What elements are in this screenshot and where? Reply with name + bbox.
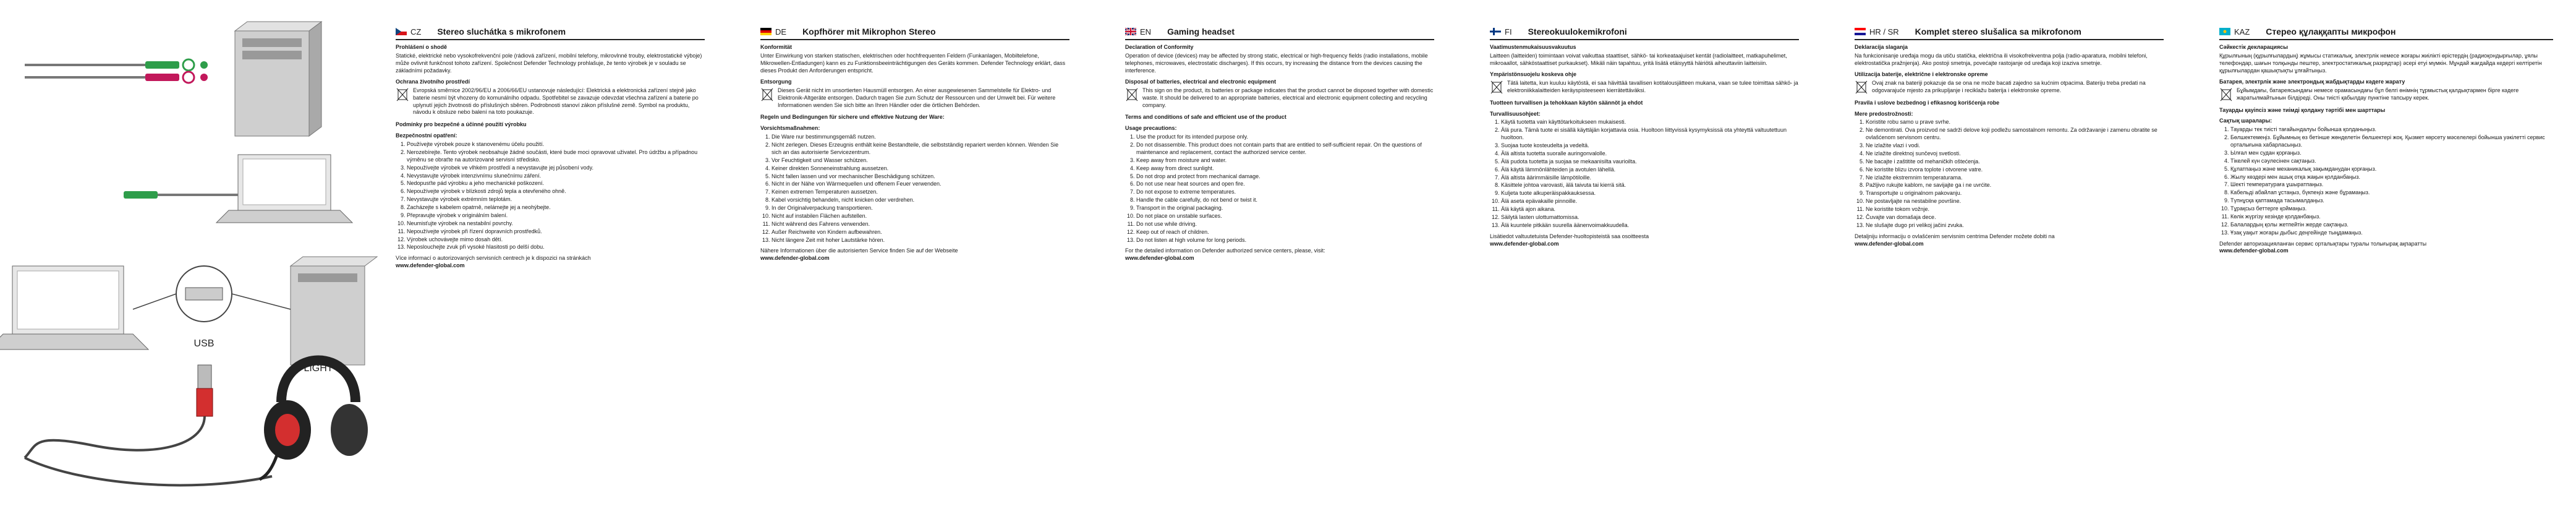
list-item: 2. Älä pura. Tämä tuote ei sisällä käyttäjän korjattavia osia. Huoltoon liittyvissä kysymyksissä ota yhteyttä valtuutettuun huoltoon.: [1501, 127, 1799, 142]
rules-heading: Podmínky pro bezpečné a účinné použití výrobku: [396, 121, 527, 128]
list-item: 12. Keep out of reach of children.: [1136, 229, 1434, 236]
conformity-heading: Сәйкестік декларациясы: [2219, 44, 2288, 51]
audio-jacks: [25, 59, 208, 83]
section-en: [1125, 26, 1434, 262]
environment-heading: Disposal of batteries, electrical and electronic equipment: [1125, 78, 1277, 85]
precautions-list: [1125, 134, 1434, 244]
list-item: 10. Älä aseta epävakaille pinnoille.: [1501, 198, 1799, 205]
environment-text: Evropská směrnice 2002/96/EU a 2006/66/EU ustanovuje následující: Elektrická a elektronická zařízení stejně jako baterie nesmí být vhozeny do komunálního odpadu. Spotřebitel se zavazuje odevzdat všechna zařízení a baterie po uplynutí jejich životnosti do příslušných sběren. Podrobnosti stanoví zákon příslušné země. Symbol na produktu, návodu k obsluze nebo balení na toto poukazuje.: [413, 87, 699, 116]
section-header: [1125, 26, 1434, 40]
footer-text: Více informací o autorizovaných servisních centrech je k dispozici na stránkách: [396, 255, 591, 262]
rules-subheading: Turvallisuusohjeet:: [1490, 110, 1541, 117]
environment-text: Ovaj znak na bateriji pokazuje da se ona ne može bacati zajedno sa kućnim otpacima. Bateriju treba predati na odgovarajuće mjesto za prikupljanje i reciklažu baterija i elektronske opreme.: [1872, 79, 2146, 93]
list-item: 2. Nicht zerlegen. Dieses Erzeugnis enthält keine Bestandteile, die selbstständig repariert werden können. Wenden Sie sich an das autorisierte Servicezentrum.: [772, 142, 1069, 157]
list-item: 5. Nicht fallen lassen und vor mechanischer Beschädigung schützen.: [772, 173, 1069, 181]
list-item: 11. Älä käytä ajon aikana.: [1501, 206, 1799, 213]
rules-heading: Terms and conditions of safe and efficient use of the product: [1125, 114, 1286, 121]
list-item: 12. Výrobek uchovávejte mimo dosah dětí.: [407, 236, 705, 244]
list-item: 3. Nepoužívejte výrobek ve vlhkém prostředí a nevystavujte jej působení vody.: [407, 165, 705, 172]
list-item: 3. Vor Feuchtigkeit und Wasser schützen.: [772, 157, 1069, 165]
usb-cable: [25, 365, 272, 485]
list-item: 1. Тауарды тек тиісті тағайындалуы бойынша қолданыңыз.: [2230, 126, 2553, 134]
list-item: 13. Älä kuuntele pitkään suurella äänenvoimakkuudella.: [1501, 222, 1799, 229]
list-item: 4. Ne izlažite direktnoj sunčevoj svetlosti.: [1866, 150, 2164, 158]
list-item: 4. Nevystavujte výrobek intenzivnímu slunečnímu záření.: [407, 173, 705, 180]
environment-heading: Ochrana životního prostředí: [396, 78, 470, 85]
desktop-tower-bottom: [291, 257, 377, 365]
list-item: 5. Nedopusťte pád výrobku a jeho mechanické poškození.: [407, 180, 705, 187]
list-item: 1. Käytä tuotetta vain käyttötarkoitukseen mukaisesti.: [1501, 119, 1799, 126]
list-item: 7. Шекті температураға ұшыратпаңыз.: [2230, 181, 2553, 189]
conformity-text: Operation of device (devices) may be affected by strong static, electrical or high-frequency fields (radio installations, mobile telephones, microwaves, electrostatic discharges). If this occurs, try increasing the distance from the devices causing the interference.: [1125, 53, 1428, 74]
list-item: 5. Ne bacajte i zaštitite od mehaničkih oštećenja.: [1866, 158, 2164, 166]
list-item: 8. Pažljivo rukujte kablom, ne savijajte ga i ne uvrćite.: [1866, 182, 2164, 189]
website-link[interactable]: www.defender-global.com: [1125, 255, 1194, 262]
list-item: 10. Do not place on unstable surfaces.: [1136, 213, 1434, 220]
conformity-heading: Konformität: [760, 44, 792, 51]
footer-text: Detaljniju informaciju o ovlašćenim servisnim centrima Defender možete dobiti na: [1855, 233, 2055, 239]
section-header: [1855, 26, 2164, 40]
rules-heading: Tuotteen turvallisen ja tehokkaan käytön säännöt ja ehdot: [1490, 99, 1643, 106]
rules-heading: Pravila i uslove bezbednog i efikasnog korišćenja robe: [1855, 99, 2000, 106]
language-code: EN: [1140, 27, 1152, 36]
language-code: HR / SR: [1869, 27, 1899, 36]
footer-text: Defender авторизацияланған сервис орталықтары туралы толығырақ ақпаратты: [2219, 240, 2427, 247]
website-link[interactable]: www.defender-global.com: [1855, 240, 1924, 247]
conformity-text: Құрылғының (құрылғылардың) жұмысы статикалық, электрлік немесе жоғары жиілікті өрістердің (радиоқондырғылар, ұялы телефондар, шағын толқынды пештер, электростатикалық разрядтар) әсері етуі мүмкін. Мұндай жағдайда кедергі келтіретін құрылғылардан қашықтықты ұлғайтыңыз.: [2219, 53, 2542, 74]
usb-callout: [133, 266, 291, 349]
list-item: 6. Жылу көздері мен ашық отқа жақын қолданбаңыз.: [2230, 174, 2553, 181]
environment-text: Dieses Gerät nicht im unsortierten Hausmüll entsorgen. An einer ausgewiesenen Sammelstelle für Elektro- und Elektronik-Altgeräte entsorgen. Dadurch tragen Sie zum Schutz der Ressourcen und der Umwelt bei. Für weitere Informationen wenden Sie sich bitte an Ihren Händler oder die örtlichen Behörden.: [778, 87, 1056, 108]
precautions-list: [1855, 119, 2164, 229]
list-item: 6. Ne koristite blizu izvora toplote i otvorene vatre.: [1866, 166, 2164, 174]
list-item: 8. Кабельді абайлап ұстаңыз, бүкпеңіз және бұрамаңыз.: [2230, 189, 2553, 197]
list-item: 9. Түпнұсқа қаптамада тасымалдаңыз.: [2230, 197, 2553, 205]
footer-text: Lisätiedot valtuutetuista Defender-huoltopisteistä saa osoitteesta: [1490, 233, 1649, 239]
list-item: 12. Außer Reichweite von Kindern aufbewahren.: [772, 229, 1069, 236]
website-link[interactable]: www.defender-global.com: [2219, 247, 2289, 254]
section-header: [760, 26, 1069, 40]
list-item: 13. Ұзақ уақыт жоғары дыбыс деңгейінде тыңдамаңыз.: [2230, 229, 2553, 237]
usb-label: USB: [193, 338, 215, 349]
flag-uk-icon: [1125, 28, 1136, 35]
list-item: 9. Transport in the original packaging.: [1136, 205, 1434, 212]
section-header: [2219, 26, 2553, 40]
language-code: DE: [775, 27, 787, 36]
list-item: 3. Ne izlažite vlazi i vodi.: [1866, 142, 2164, 150]
rules-heading: Regeln und Bedingungen für sichere und effektive Nutzung der Ware:: [760, 114, 945, 121]
website-link[interactable]: www.defender-global.com: [396, 262, 465, 269]
list-item: 2. Nerozebírejte. Tento výrobek neobsahuje žádné součásti, které bude moci opravovat uživatel. Pro údržbu a případnou výměnu se obraťte na autorizované servisní středisko.: [407, 149, 705, 164]
environment-heading: Entsorgung: [760, 78, 792, 85]
list-item: 9. Přepravujte výrobek v originálním balení.: [407, 212, 705, 220]
list-item: 12. Säilytä lasten ulottumattomissa.: [1501, 214, 1799, 221]
section-title: Gaming headset: [1167, 27, 1235, 36]
language-code: CZ: [410, 27, 422, 36]
list-item: 5. Do not drop and protect from mechanical damage.: [1136, 173, 1434, 181]
list-item: 9. In der Originalverpackung transportieren.: [772, 205, 1069, 212]
list-item: 6. Nepoužívejte výrobek v blízkosti zdrojů tepla a otevřeného ohně.: [407, 188, 705, 195]
website-link[interactable]: www.defender-global.com: [760, 255, 830, 262]
flag-cz-icon: [396, 28, 407, 35]
flag-hr-icon: [1855, 28, 1866, 35]
section-title: Kopfhörer mit Mikrophon Stereo: [802, 27, 936, 36]
language-code: FI: [1505, 27, 1512, 36]
list-item: 13. Nicht längere Zeit mit hoher Lautstärke hören.: [772, 237, 1069, 244]
list-item: 4. Keep away from direct sunlight.: [1136, 165, 1434, 173]
list-item: 1. Use the product for its intended purpose only.: [1136, 134, 1434, 141]
section-title: Stereokuulokemikrofoni: [1528, 27, 1627, 36]
list-item: 7. Älä altista äärimmäisille lämpötiloille.: [1501, 174, 1799, 182]
rules-subheading: Vorsichtsmaßnahmen:: [760, 125, 820, 132]
wee-bin-icon: [1855, 79, 1868, 95]
list-item: 7. Do not expose to extreme temperatures.: [1136, 189, 1434, 196]
precautions-list: [760, 134, 1069, 244]
list-item: 3. Ылғал мен судан қорғаңыз.: [2230, 150, 2553, 157]
list-item: 13. Neposlouchejte zvuk při vysoké hlasitosti po delší dobu.: [407, 244, 705, 251]
section-cz: [396, 26, 705, 270]
rules-heading: Тауарды қауіпсіз және тиімді қолдану тәртібі мен шарттары: [2219, 106, 2386, 113]
list-item: 11. Көлік жүргізу кезінде қолданбаңыз.: [2230, 213, 2553, 221]
environment-heading: Ympäristönsuojelu koskeva ohje: [1490, 71, 1577, 78]
footer-text: Nähere Informationen über die autorisierten Service finden Sie auf der Webseite: [760, 247, 958, 254]
environment-heading: Батарея, электрлік және электрондық жабдықтарды кәдеге жарату: [2219, 78, 2405, 85]
precautions-list: [1490, 119, 1799, 229]
light-label: LIGHT: [304, 363, 333, 374]
rules-subheading: Mere predostrožnosti:: [1855, 110, 1913, 117]
list-item: 11. Nicht während des Fahrens verwenden.: [772, 221, 1069, 228]
environment-text: This sign on the product, its batteries or package indicates that the product cannot be disposed together with domestic waste. It should be delivered to an appropriate batteries, electrical and electronic equipment collecting and recycling company.: [1142, 87, 1434, 108]
wee-bin-icon: [396, 86, 409, 102]
list-item: 11. Do not use while driving.: [1136, 221, 1434, 228]
list-item: 4. Keiner direkten Sonneneinstrahlung aussetzen.: [772, 165, 1069, 173]
wee-bin-icon: [2219, 86, 2233, 102]
section-fi: [1490, 26, 1799, 247]
conformity-heading: Deklaracija slaganja: [1855, 44, 1908, 51]
section-header: [1490, 26, 1799, 40]
list-item: 3. Suojaa tuote kosteudelta ja vedeltä.: [1501, 142, 1799, 150]
list-item: 2. Do not disassemble. This product does not contain parts that are entitled to self-sufficient repair. On the questions of maintenance and replacement, contact the authorized service center.: [1136, 142, 1434, 157]
list-item: 12. Čuvajte van domašaja dece.: [1866, 214, 2164, 221]
conformity-text: Statické, elektrické nebo vysokofrekvenční pole (rádiová zařízení, mobilní telefony, mikrovlnné trouby, elektrostatické výboje) může ovlivnit funkčnost tohoto zařízení. Společnost Defender Technology prohlašuje, že tento výrobek je v souladu se základními požadavky.: [396, 53, 702, 74]
wee-bin-icon: [1125, 86, 1139, 102]
list-item: 7. Ne izlažite ekstremnim temperaturama.: [1866, 174, 2164, 182]
section-title: Stereo sluchátka s mikrofonem: [437, 27, 566, 36]
list-item: 8. Käsittele johtoa varovasti, älä taivuta tai kierrä sitä.: [1501, 182, 1799, 189]
rules-subheading: Сақтық шаралары:: [2219, 118, 2272, 124]
list-item: 7. Nevystavujte výrobek extrémním teplotám.: [407, 196, 705, 204]
list-item: 7. Keinen extremen Temperaturen aussetzen.: [772, 189, 1069, 196]
list-item: 10. Nicht auf instabilen Flächen aufstellen.: [772, 213, 1069, 220]
flag-fi-icon: [1490, 28, 1501, 35]
connection-illustration: [0, 0, 383, 519]
list-item: 13. Ne slušajte dugo pri velikoj jačini zvuka.: [1866, 222, 2164, 229]
list-item: 9. Kuljeta tuote alkuperäispakkauksessa.: [1501, 190, 1799, 197]
environment-text: Tätä laitetta, kun kuuluu käytöstä, ei saa hävittää tavallisen kotitalousjätteen mukana, vaan se tulee toimittaa sähkö- ja elektroniikkalaitteiden keräyspisteeseen kierrätettäväksi.: [1507, 79, 1798, 93]
conformity-text: Laitteen (laitteiden) toimintaan voivat vaikuttaa staattiset, sähkö- tai korkeataajuiset kentät (radiolaitteet, matkapuhelimet, mikroaallot, sähköstaattiset purkaukset). Mikäli näin tapahtuu, yritä lisätä etäisyyttä häiriötä aiheuttaviin laitteisiin.: [1490, 53, 1787, 67]
list-item: 6. Nicht in der Nähe von Wärmequellen und offenem Feuer verwenden.: [772, 181, 1069, 188]
list-item: 11. Nepoužívejte výrobek při řízení dopravních prostředků.: [407, 228, 705, 236]
list-item: 10. Тұрақсыз беттерге қоймаңыз.: [2230, 205, 2553, 213]
section-de: [760, 26, 1069, 262]
list-item: 3. Keep away from moisture and water.: [1136, 157, 1434, 165]
website-link[interactable]: www.defender-global.com: [1490, 240, 1559, 247]
section-header: [396, 26, 705, 40]
section-hr-sr: [1855, 26, 2164, 247]
environment-heading: Utilizacija baterije, električne i elektronske opreme: [1855, 71, 1988, 78]
footer-text: For the detailed information on Defender authorized service centers, please, visit:: [1125, 247, 1325, 254]
list-item: 5. Älä pudota tuotetta ja suojaa se mekaanisilta vaurioilta.: [1501, 158, 1799, 166]
section-title: Komplet stereo slušalica sa mikrofonom: [1915, 27, 2081, 36]
environment-text: Бұйымдағы, батареясындағы немесе орамасындағы бұл белгі өнімнің тұрмыстық қалдықтармен бірге кәдеге жаратылмайтынын білдіреді. Оны тиісті қабылдау пунктіне тапсыру керек.: [2237, 87, 2519, 101]
list-item: 12. Балалардың қолы жетпейтін жерде сақтаңыз.: [2230, 221, 2553, 229]
list-item: 8. Zacházejte s kabelem opatrně, nelámejte jej a neohýbejte.: [407, 204, 705, 212]
conformity-heading: Declaration of Conformity: [1125, 44, 1194, 51]
list-item: 5. Құлатпаңыз және механикалық зақымданудан қорғаңыз.: [2230, 166, 2553, 173]
list-item: 2. Бөлшектемеңіз. Бұйымның өз бетінше жөнделетін бөлшектері жоқ. Қызмет көрсету мәселелері бойынша уәкілетті сервис орталығына хабарласыңыз.: [2230, 134, 2553, 149]
list-item: 10. Ne postavljajte na nestabilne površine.: [1866, 198, 2164, 205]
list-item: 6. Do not use near heat sources and open fire.: [1136, 181, 1434, 188]
wee-bin-icon: [760, 86, 774, 102]
list-item: 4. Тікелей күн сәулесінен сақтаңыз.: [2230, 158, 2553, 165]
rules-subheading: Bezpečnostní opatření:: [396, 132, 457, 139]
list-item: 9. Transportujte u originalnom pakovanju.: [1866, 190, 2164, 197]
conformity-heading: Prohlášení o shodě: [396, 44, 448, 51]
list-item: 4. Älä altista tuotetta suoralle auringonvalolle.: [1501, 150, 1799, 158]
list-item: 13. Do not listen at high volume for long periods.: [1136, 237, 1434, 244]
list-item: 10. Neumisťujte výrobek na nestabilní povrchy.: [407, 220, 705, 228]
conformity-text: Na funkcionisanje uređaja mogu da utiču statička, električna ili visokofrekventna polja (radio-aparatura, mobilni telefoni, elektrostatička pražnjenja). Ako postoji smetnja, povećajte rastojanje od uređaja koji izaziva smetnje.: [1855, 53, 2148, 67]
laptop-middle: [124, 155, 352, 223]
precautions-list: [2219, 126, 2553, 236]
rules-subheading: Usage precautions:: [1125, 125, 1177, 132]
flag-de-icon: [760, 28, 772, 35]
section-title: Стерео құлаққапты микрофон: [2266, 27, 2396, 36]
flag-kz-icon: [2219, 28, 2230, 35]
wee-bin-icon: [1490, 79, 1503, 95]
list-item: 11. Ne koristite tokom vožnje.: [1866, 206, 2164, 213]
laptop-bottom: [0, 266, 148, 350]
conformity-heading: Vaatimustenmukaisuusvakuutus: [1490, 44, 1576, 51]
list-item: 1. Používejte výrobek pouze k stanovenému účelu použití.: [407, 141, 705, 148]
gaming-headset: [260, 361, 368, 480]
list-item: 8. Kabel vorsichtig behandeln, nicht knicken oder verdrehen.: [772, 197, 1069, 204]
list-item: 1. Die Ware nur bestimmungsgemäß nutzen.: [772, 134, 1069, 141]
list-item: 2. Ne demontirati. Ova proizvod ne sadrži delove koji podležu samostalnom remontu. Za održavanje i zamenu obratite se ovlašćenom servisnom centru.: [1866, 127, 2164, 142]
precautions-list: [396, 141, 705, 251]
section-kaz: [2219, 26, 2553, 255]
conformity-text: Unter Einwirkung von starken statischen, elektrischen oder hochfrequenten Feldern (Funkanlagen, Mobiltelefone, Mikrowellen-Entladungen) kann es zu Funktionsbeeinträchtigungen des Geräts kommen. Defender Technology erklärt, dass dieses Produkt den Anforderungen entspricht.: [760, 53, 1066, 74]
list-item: 8. Handle the cable carefully, do not bend or twist it.: [1136, 197, 1434, 204]
language-code: KAZ: [2234, 27, 2250, 36]
list-item: 1. Koristite robu samo u prave svrhe.: [1866, 119, 2164, 126]
desktop-tower-top: [235, 22, 321, 136]
list-item: 6. Älä käytä lämmönlähteiden ja avotulen lähellä.: [1501, 166, 1799, 174]
